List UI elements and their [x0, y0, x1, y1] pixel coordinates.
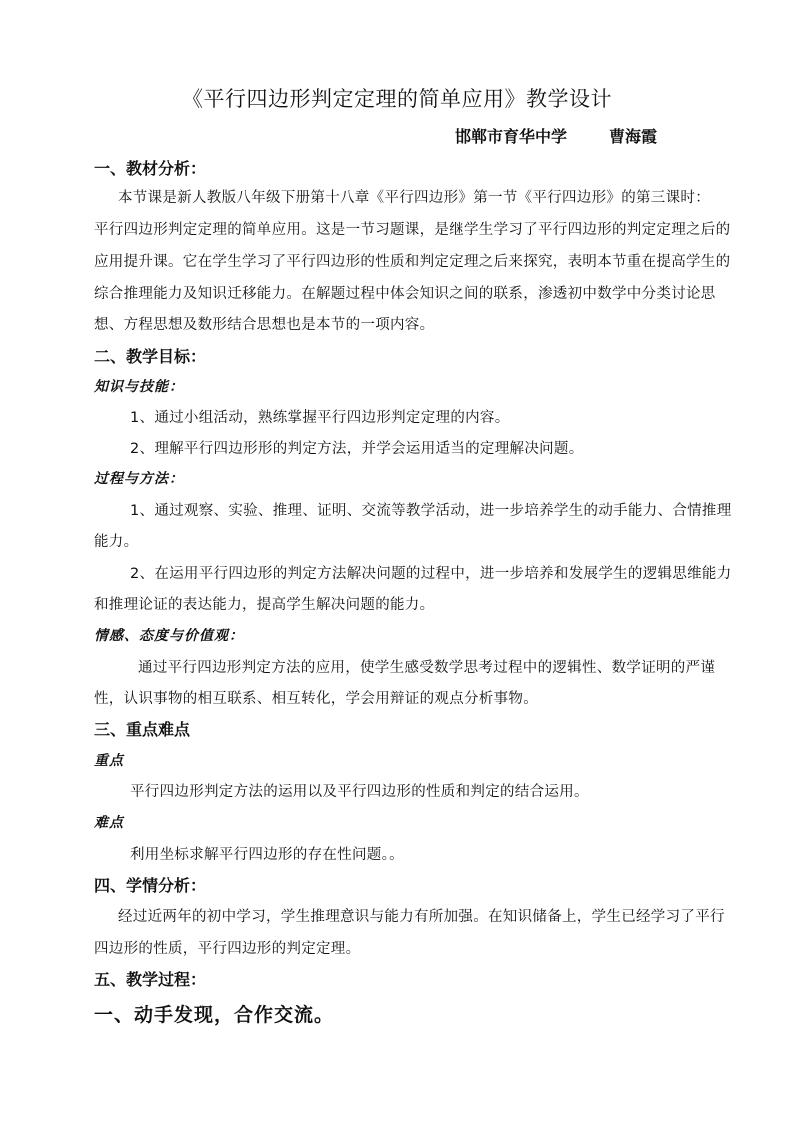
paragraph-line: 能力。 — [94, 534, 139, 550]
section-heading-teaching-process: 五、教学过程： — [94, 970, 207, 989]
subheading-key: 重点 — [94, 753, 124, 769]
section-heading-key-points: 三、重点难点 — [94, 720, 191, 739]
paragraph-line: 通过平行四边形判定方法的应用，使学生感受数学思考过程中的逻辑性、数学证明的严谨 — [138, 660, 716, 676]
paragraph-line: 平行四边形判定方法的运用以及平行四边形的性质和判定的结合运用。 — [130, 784, 589, 800]
author-name: 曹海霞 — [609, 127, 658, 146]
subheading-hands-on: 一、动手发现，合作交流。 — [94, 1004, 335, 1026]
paragraph-line: 和推理论证的表达能力，提高学生解决问题的能力。 — [94, 597, 435, 613]
section-heading-materials: 一、教材分析： — [94, 159, 207, 178]
subheading-knowledge-skills: 知识与技能： — [94, 379, 184, 395]
paragraph-line: 综合推理能力及知识迁移能力。在解题过程中体会知识之间的联系，渗透初中数学中分类讨论思 — [94, 286, 716, 302]
paragraph-line: 1、通过观察、实验、推理、证明、交流等教学活动，进一步培养学生的动手能力、合情推理 — [130, 503, 732, 519]
document-title: 《平行四边形判定定理的简单应用》教学设计 — [182, 87, 612, 111]
subheading-difficulty: 难点 — [94, 815, 124, 831]
subheading-emotion-values: 情感、态度与价值观： — [94, 628, 244, 644]
paragraph-line: 利用坐标求解平行四边形的存在性问题。。 — [130, 847, 404, 863]
list-item: 2、理解平行四边形形的判定方法，并学会运用适当的定理解决问题。 — [130, 441, 584, 457]
paragraph-line: 本节课是新人教版八年级下册第十八章《平行四边形》第一节《平行四边形》的第三课时： — [118, 190, 710, 206]
paragraph-line: 性，认识事物的相互联系、相互转化，学会用辩证的观点分析事物。 — [94, 691, 538, 707]
section-heading-objectives: 二、教学目标： — [94, 347, 207, 366]
paragraph-line: 平行四边形判定定理的简单应用。这是一节习题课，是继学生学习了平行四边形的判定定理之后的 — [94, 222, 731, 238]
author-school: 邯郸市育华中学 — [455, 127, 568, 146]
paragraph-line: 想、方程思想及数形结合思想也是本节的一项内容。 — [94, 317, 435, 333]
subheading-process-methods: 过程与方法： — [94, 471, 184, 487]
paragraph-line: 四边形的性质，平行四边形的判定定理。 — [94, 941, 361, 957]
list-item: 1、通过小组活动，熟练掌握平行四边形判定定理的内容。 — [130, 410, 510, 426]
paragraph-line: 2、在运用平行四边形的判定方法解决问题的过程中，进一步培养和发展学生的逻辑思维能力 — [130, 566, 732, 582]
paragraph-line: 应用提升课。它在学生学习了平行四边形的性质和判定定理之后来探究，表明本节重在提高学生的 — [94, 254, 731, 270]
paragraph-line: 经过近两年的初中学习，学生推理意识与能力有所加强。在知识储备上，学生已经学习了平行 — [118, 909, 725, 925]
section-heading-student-analysis: 四、学情分析： — [94, 876, 207, 895]
